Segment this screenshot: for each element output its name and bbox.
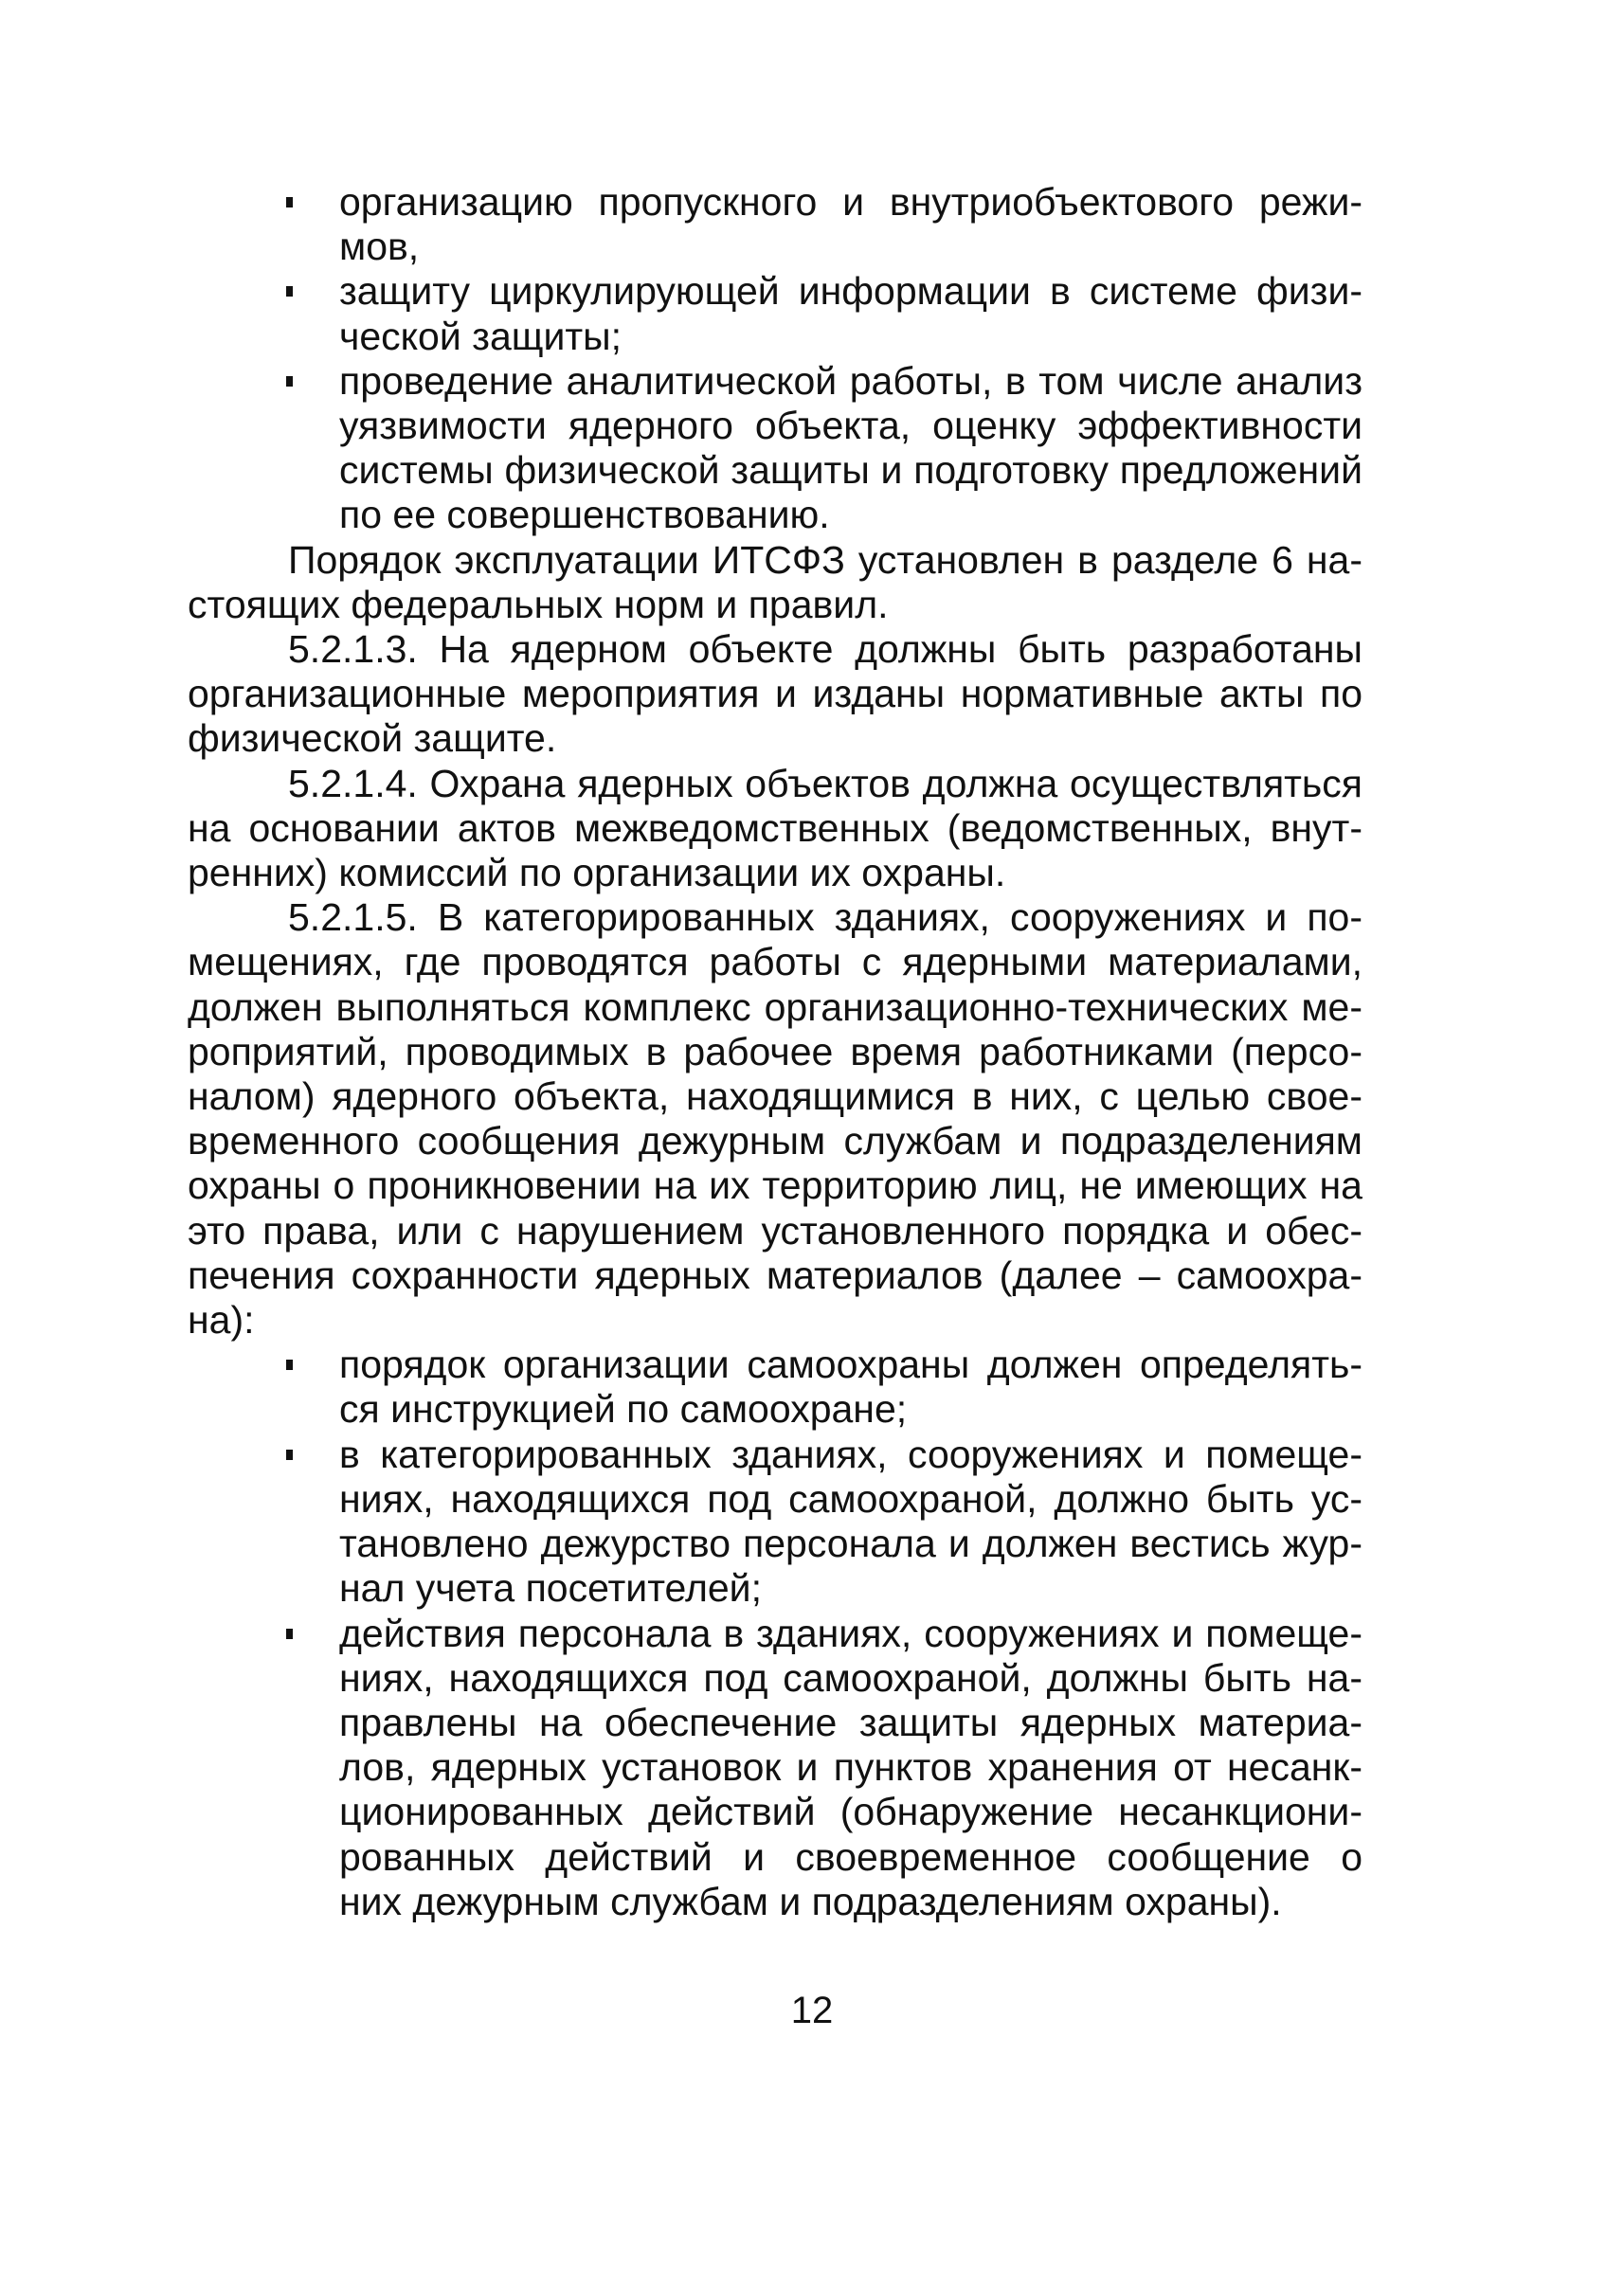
paragraph-list bbox=[188, 538, 1362, 1343]
bullet-icon bbox=[286, 286, 293, 297]
bullet-list-top bbox=[188, 180, 1362, 538]
text-line: проведение аналитической работы, в том числе анализ bbox=[339, 358, 1362, 403]
document-page bbox=[188, 180, 1362, 1924]
text-line: порядок организации самоохраны должен определять- bbox=[339, 1343, 1362, 1387]
text-line: защиту циркулирующей информации в системе физи- bbox=[339, 269, 1362, 314]
text-line: уязвимости ядерного объекта, оценку эффективности bbox=[339, 404, 1362, 448]
paragraph bbox=[188, 895, 1362, 1343]
text-line: ниях, находящихся под самоохраной, должны быть на- bbox=[339, 1655, 1362, 1700]
list-item bbox=[188, 180, 1362, 269]
text-line: системы физической защиты и подготовку предложений bbox=[339, 448, 1362, 493]
text-line: роприятий, проводимых в рабочее время работниками (персо- bbox=[188, 1029, 1362, 1073]
text-line: организационные мероприятия и изданы нормативные акты по bbox=[188, 672, 1362, 716]
list-item bbox=[188, 1343, 1362, 1432]
text-line: лов, ядерных установок и пунктов хранения от несанк- bbox=[339, 1745, 1362, 1790]
text-line: правлены на обеспечение защиты ядерных материа- bbox=[339, 1700, 1362, 1744]
text-line: них дежурным службам и подразделениям охраны). bbox=[339, 1879, 1282, 1923]
list-item bbox=[188, 1612, 1362, 1924]
text-line: ся инструкцией по самоохране; bbox=[339, 1387, 908, 1432]
text-line: ционированных действий (обнаружение несанкциони- bbox=[339, 1790, 1362, 1834]
paragraph bbox=[188, 627, 1362, 762]
text-line: мещениях, где проводятся работы с ядерными материалами, bbox=[188, 940, 1362, 984]
bullet-list-bottom bbox=[188, 1343, 1362, 1924]
list-item bbox=[188, 269, 1362, 358]
paragraph bbox=[188, 762, 1362, 896]
bullet-icon bbox=[286, 376, 293, 387]
text-line: ческой защиты; bbox=[339, 314, 623, 358]
text-line: стоящих федеральных норм и правил. bbox=[188, 582, 889, 626]
text-line: 5.2.1.3. На ядерном объекте должны быть разработаны bbox=[288, 627, 1362, 672]
text-line: физической защите. bbox=[188, 716, 557, 761]
text-line: на основании актов межведомственных (ведомственных, внут- bbox=[188, 805, 1362, 850]
text-line: действия персонала в зданиях, сооружениях и помеще- bbox=[339, 1611, 1362, 1655]
text-line: на): bbox=[188, 1298, 255, 1343]
bullet-icon bbox=[286, 197, 293, 207]
text-line: тановлено дежурство персонала и должен вестись жур- bbox=[339, 1522, 1362, 1566]
text-line: охраны о проникновении на их территорию лиц, не имеющих на bbox=[188, 1163, 1362, 1208]
text-line: ниях, находящихся под самоохраной, должно быть ус- bbox=[339, 1476, 1362, 1521]
page-number: 12 bbox=[790, 1990, 834, 2031]
bullet-icon bbox=[286, 1360, 293, 1370]
text-line: временного сообщения дежурным службам и подразделениям bbox=[188, 1119, 1362, 1163]
text-line: Порядок эксплуатации ИТСФЗ установлен в разделе 6 на- bbox=[288, 537, 1362, 582]
text-line: это права, или с нарушением установленного порядка и обес- bbox=[188, 1208, 1362, 1253]
document-body bbox=[188, 180, 1362, 1924]
text-line: по ее совершенствованию. bbox=[339, 493, 830, 537]
text-line: ренних) комиссий по организации их охраны. bbox=[188, 851, 1006, 895]
bullet-icon bbox=[286, 1629, 293, 1639]
text-line: должен выполняться комплекс организационно-технических ме- bbox=[188, 984, 1362, 1029]
text-line: 5.2.1.5. В категорированных зданиях, сооружениях и по- bbox=[288, 895, 1362, 940]
text-line: печения сохранности ядерных материалов (далее – самоохра- bbox=[188, 1253, 1362, 1297]
text-line: налом) ядерного объекта, находящимися в них, с целью свое- bbox=[188, 1074, 1362, 1119]
text-line: рованных действий и своевременное сообщение о bbox=[339, 1834, 1362, 1879]
text-line: мов, bbox=[339, 225, 420, 269]
paragraph bbox=[188, 538, 1362, 627]
text-line: в категорированных зданиях, сооружениях и помеще- bbox=[339, 1432, 1362, 1476]
text-line: организацию пропускного и внутриобъектового режи- bbox=[339, 180, 1362, 224]
list-item bbox=[188, 1433, 1362, 1612]
bullet-icon bbox=[286, 1450, 293, 1460]
text-line: нал учета посетителей; bbox=[339, 1566, 762, 1611]
text-line: 5.2.1.4. Охрана ядерных объектов должна осуществляться bbox=[288, 761, 1362, 805]
list-item bbox=[188, 359, 1362, 538]
